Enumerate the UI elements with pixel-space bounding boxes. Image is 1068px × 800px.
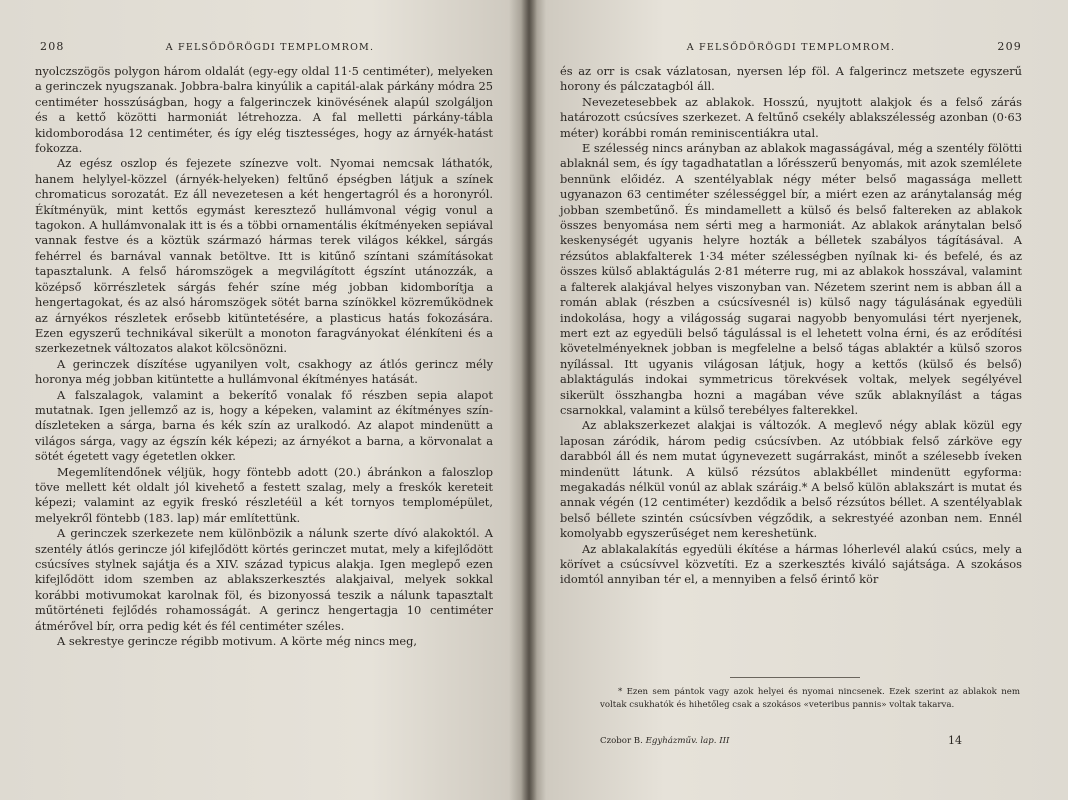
paragraph: nyolczszögös polygon három oldalát (egy-egy oldal 11·5 centiméter), melyeken a gerinczek nyugszanak. Jobbra-balra kinyúlik a capitál-alak párkány módra 25 centiméter hosszúságban, hogy a falgerinczek kinövésének alapúl szolgáljon és a kettő közötti harmoniát létrehozza. A fal melletti párkány-tábla kidomborodása 12 centiméter, és így elég tisztességes, hogy az árnyék-hatást fokozza. [35, 64, 493, 156]
paragraph: Az ablakszerkezet alakjai is változók. A meglevő négy ablak közül egy laposan záródik, három pedig csúcsívben. Az utóbbiak felső zárköve egy darabból áll és nem mutat úgynevezett sugárrakást, minőt a szélesebb íveken mindenütt látunk. A külső rézsútos ablakbéllet mindenütt egyforma: megakadás nélkül vonúl az ablak száráig.* A belső külön ablakszárt is mutat és annak végén (12 centiméter) kezdődik a belső rézsútos béllet. A szentélyablak belső béllete szintén csúcsívben végződik, a sekrestyéé azonban nem. Ennél komolyabb egyszerűséget nem kereshetünk. [560, 418, 1022, 541]
paragraph: A sekrestye gerincze régibb motivum. A körte még nincs meg, [57, 634, 418, 649]
source-title: Egyházműv. lap. III [645, 736, 730, 746]
right-page-body [560, 64, 1022, 588]
left-page [0, 0, 530, 800]
paragraph: A falszalagok, valamint a bekerítő vonalak fő részben sepia alapot mutatnak. Igen jellemző az is, hogy a képeken, valamint az ékítményes szín-díszleteken a sárga, barna és kék szín az uralkodó. Az alapot mindenütt a világos sárga, vagy az égszín kék képezi; az árnyékot a barna, a körvonalat a sötét égetett vagy égetetlen okker. [35, 387, 493, 464]
paragraph: Az egész oszlop és fejezete színezve volt. Nyomai nemcsak láthatók, hanem helylyel-közzel (árnyék-helyeken) feltűnő épségben látjuk a színek chromaticus sorozatát. Ez áll nevezetesen a két hengertagról és a horonyról. Ékítményük, mint kettős egymást keresztező hullámvonal végig vonul a tagokon. A hullámvonalak itt is és a többi ornamentális ékítményeken sepiával vannak festve és a köztük származó hármas terek világos kékkel, sárgás fehérrel és barnával vannak betöltve. Itt is kitűnő színtani számításokat tapasztalunk. A felső háromszögek a megvilágított égszínt utánozzák, a középső körrészletek sárgás fehér színe még jobban kidomborítja a hengertagokat, és az alsó háromszögek sötét barna színökkel közreműködnek az árnyékos részletek erősebb kitüntetésére, a plasticus hatás fokozására. Ezen egyszerű technikával sikerült a monoton faragványokat élénkíteni és a szerkezetnek változatos alakot kölcsönözni. [35, 156, 493, 356]
source-line [600, 736, 729, 746]
paragraph: Az ablakalakítás egyedüli ékítése a hármas lóherlevél alakú csúcs, mely a körívet a csúcsívvel közvetíti. Ez a szerkesztés kiváló sajátsága. A szokásos idomtól annyiban tér el, a mennyiben a felső érintő kör [560, 541, 1022, 587]
right-page-number: 209 [997, 40, 1022, 53]
paragraph: Nevezetesebbek az ablakok. Hosszú, nyujtott alakjok és a felső zárás határozott csúcsíves szerkezet. A feltűnő csekély ablakszélesség azonban (0·63 méter) korábbi román reminiscentiákra utal. [560, 94, 1022, 140]
paragraph: E szélesség nincs arányban az ablakok magasságával, még a szentély fölötti ablaknál sem, és így tagadhatatlan a lőrésszerű benyomás, mit azok szemlélete bennünk előidéz. A szentélyablak négy méter belső magassága mellett ugyanazon 63 centiméter szélességgel bír, a miért ezen az aránytalanság még jobban szembetűnő. És mindamellett a külső és belső faltereken az ablakok összes benyomása nem sérti meg a harmoniát. Az ablakok aránytalan belső keskenységét ugyanis helyre hozták a bélletek szabályos tágításával. A rézsútos ablakfalterek 1·34 méter szélességben nyílnak ki- és befelé, és az összes külső ablaktágulás 2·81 méterre rug, mi az ablakok hosszával, valamint a falterek alakjával helyes viszonyban van. Nézetem szerint nem is abban áll a román ablak (részben a csúcsívesnél is) külső nagy tágulásának egyedüli indokolása, hogy a világosság sugarai nagyobb benyomulási tért nyerjenek, mert ezt az egyedüli belső tágulással is el lehetett volna érni, és az erődítési követelményeknek jobban is megfelelne a belső tágas ablaktér a külső szoros nyílással. Itt ugyanis világosan látjuk, hogy a kettős (külső és belső) ablaktágulás indokai symmetricus törekvések voltak, melyek segélyével sikerült összhangba hozni a magában véve szűk ablaknyílást a tágas csarnokkal, valamint a külső terebélyes falterekkel. [560, 141, 1022, 417]
paragraph: Megemlítendőnek véljük, hogy föntebb adott (20.) ábránkon a faloszlop töve mellett két oldalt jól kivehető a festett szalag, mely a freskók kereteit képezi; valamint az egyik freskó részletéül a két tornyos templomépület, melyekről föntebb (183. lap) már említettünk. [35, 464, 493, 525]
signature-mark: 14 [948, 734, 962, 747]
source-author: Czobor B. [600, 736, 643, 746]
footnote [600, 686, 1020, 711]
paragraph: A gerinczek szerkezete nem különbözik a nálunk szerte dívó alakoktól. A szentély átlós gerincze jól kifejlődött körtés gerinczet mutat, mely a kifejlődött csúcsíves stylnek sajátja és a XIV. század typicus alakja. Igen meglepő ezen kifejlődött idom szemben az ablakszerkesztés alakjaival, melyek sokkal korábbi motivumokat karolnak föl, és bizonyossá teszik a nálunk tapasztalt műtörténeti fejlődés rohamosságát. A gerincz hengertagja 10 centiméter átmérővel bír, orra pedig két és fél centiméter széles. [35, 526, 493, 633]
book-gutter [521, 0, 537, 800]
footnote-divider [730, 677, 860, 678]
right-page [530, 0, 1068, 800]
paragraph: és az orr is csak vázlatosan, nyersen lép föl. A falgerincz metszete egyszerű horony és pálczatagból áll. [560, 64, 1022, 94]
footnote-text: * Ezen sem pántok vagy azok helyei és nyomai nincsenek. Ezek szerint az ablakok nem voltak csukhatók és hihetőleg csak a szokásos «veteribus pannis» voltak takarva. [600, 687, 1020, 710]
left-running-head: A FELSŐDÖRÖGDI TEMPLOMROM. [165, 42, 375, 53]
paragraph: A gerinczek díszítése ugyanilyen volt, csakhogy az átlós gerincz mély horonya még jobban kitüntette a hullámvonal ékítményes hatását. [35, 356, 493, 387]
left-page-number: 208 [40, 40, 65, 53]
left-page-body [35, 64, 493, 649]
right-running-head: A FELSŐDÖRÖGDI TEMPLOMROM. [686, 42, 896, 53]
